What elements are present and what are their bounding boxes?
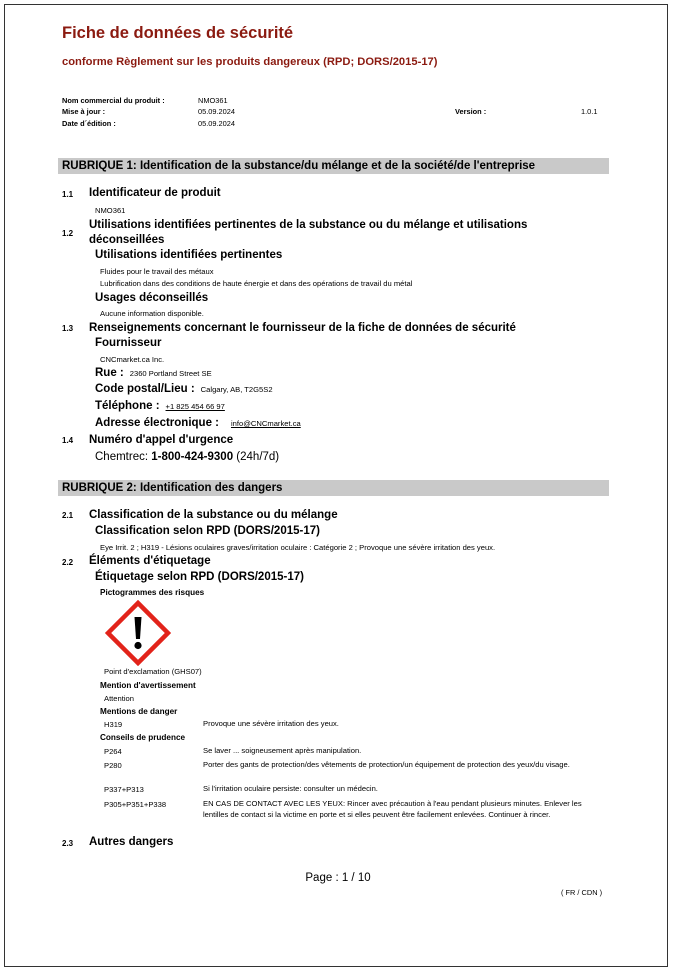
- section-number: 2.3: [62, 839, 74, 848]
- document-subtitle: conforme Règlement sur les produits dangereux (RPD; DORS/2015-17): [62, 56, 438, 68]
- emergency-suffix: (24h/7d): [236, 451, 280, 463]
- hazard-text: Provoque une sévère irritation des yeux.: [203, 719, 339, 728]
- language-code: ( FR / CDN ): [561, 888, 603, 897]
- product-name-label: Nom commercial du produit :: [62, 96, 165, 105]
- uses-advised-against-value: Aucune information disponible.: [100, 309, 204, 318]
- phone-link[interactable]: +1 825 454 66 97: [165, 402, 225, 411]
- classification-title: Classification selon RPD (DORS/2015-17): [95, 525, 320, 537]
- product-identifier-title: Identificateur de produit: [89, 187, 221, 199]
- email-label: Adresse électronique :: [95, 417, 219, 429]
- street-label: Rue :: [95, 367, 124, 379]
- section-number: 1.4: [62, 436, 74, 445]
- email-row: [95, 417, 301, 429]
- edition-value: 05.09.2024: [198, 119, 235, 128]
- emergency-title: Numéro d'appel d'urgence: [89, 434, 234, 446]
- supplier-value: CNCmarket.ca Inc.: [100, 355, 165, 364]
- labelling-title: Étiquetage selon RPD (DORS/2015-17): [95, 571, 304, 583]
- update-label: Mise à jour :: [62, 107, 106, 116]
- edition-label: Date d´édition :: [62, 119, 116, 128]
- page-number: Page : 1 / 10: [305, 872, 371, 884]
- relevant-use-item: Lubrification dans des conditions de haute énergie et dans des opérations de travail du métal: [100, 279, 413, 288]
- document-title: Fiche de données de sécurité: [62, 24, 294, 42]
- uses-advised-against-title: Usages déconseillés: [95, 292, 209, 304]
- precautionary-statements-title: Conseils de prudence: [100, 733, 186, 742]
- product-identifier-value: NMO361: [95, 206, 126, 215]
- product-name-value: NMO361: [198, 96, 228, 105]
- uses-title-line1: Utilisations identifiées pertinentes de la substance ou du mélange et utilisations: [89, 219, 528, 231]
- update-value: 05.09.2024: [198, 107, 235, 116]
- uses-title-line2: déconseillées: [89, 234, 165, 246]
- section-number: 1.3: [62, 324, 74, 333]
- other-hazards-title: Autres dangers: [89, 836, 174, 848]
- precaution-text: Si l'irritation oculaire persiste: consulter un médecin.: [203, 784, 378, 793]
- pictogram-caption: Point d'exclamation (GHS07): [104, 667, 202, 676]
- section-number: 1.1: [62, 190, 74, 199]
- signal-word-title: Mention d'avertissement: [100, 681, 196, 690]
- precaution-text: Se laver ... soigneusement après manipulation.: [203, 746, 362, 755]
- precaution-code: P337+P313: [104, 785, 144, 794]
- postal-row: [95, 383, 273, 395]
- section-1-heading: RUBRIQUE 1: Identification de la substance/du mélange et de la société/de l'entreprise: [58, 158, 609, 174]
- section-2-heading: RUBRIQUE 2: Identification des dangers: [58, 480, 609, 496]
- precaution-code: P264: [104, 747, 122, 756]
- relevant-use-item: Fluides pour le travail des métaux: [100, 267, 214, 276]
- emergency-number: 1-800-424-9300: [151, 451, 234, 463]
- section-number: 2.1: [62, 511, 74, 520]
- section-number: 1.2: [62, 229, 74, 238]
- pictograms-title: Pictogrammes des risques: [100, 588, 205, 597]
- email-link[interactable]: info@CNCmarket.ca: [230, 419, 301, 428]
- emergency-prefix: Chemtrec:: [95, 451, 149, 463]
- postal-value: Calgary, AB, T2G5S2: [200, 385, 273, 394]
- precaution-text: EN CAS DE CONTACT AVEC LES YEUX: Rincer avec précaution à l'eau pendant plusieurs minutes. Enlever les lentilles de contact si la victime en porte et si elles peuvent être facilement enlevées. Continuer à rincer.: [203, 799, 582, 819]
- ghs07-exclamation-icon: [105, 600, 171, 666]
- precaution-code: P305+P351+P338: [104, 800, 167, 809]
- supplier-section-title: Renseignements concernant le fournisseur de la fiche de données de sécurité: [89, 322, 516, 334]
- precaution-code: P280: [104, 761, 122, 770]
- street-row: [95, 367, 212, 379]
- version-label: Version :: [455, 107, 487, 116]
- hazard-statements-title: Mentions de danger: [100, 707, 178, 716]
- phone-row: [95, 400, 225, 412]
- section-number: 2.2: [62, 558, 74, 567]
- hazard-code: H319: [104, 720, 123, 729]
- classification-value: Eye Irrit. 2 ; H319 - Lésions oculaires graves/irritation oculaire : Catégorie 2 ; Provoque une sévère irritation des yeux.: [100, 543, 496, 552]
- relevant-uses-title: Utilisations identifiées pertinentes: [95, 249, 283, 261]
- emergency-line: [95, 451, 279, 463]
- street-value: 2360 Portland Street SE: [129, 369, 212, 378]
- classification-section-title: Classification de la substance ou du mélange: [89, 509, 338, 521]
- signal-word-value: Attention: [104, 694, 134, 703]
- precaution-text: Porter des gants de protection/des vêtements de protection/un équipement de protection des yeux/du visage.: [203, 760, 570, 769]
- supplier-title: Fournisseur: [95, 337, 162, 349]
- version-value: 1.0.1: [581, 107, 598, 116]
- postal-label: Code postal/Lieu :: [95, 383, 195, 395]
- label-elements-title: Éléments d'étiquetage: [89, 555, 211, 567]
- phone-label: Téléphone :: [95, 400, 160, 412]
